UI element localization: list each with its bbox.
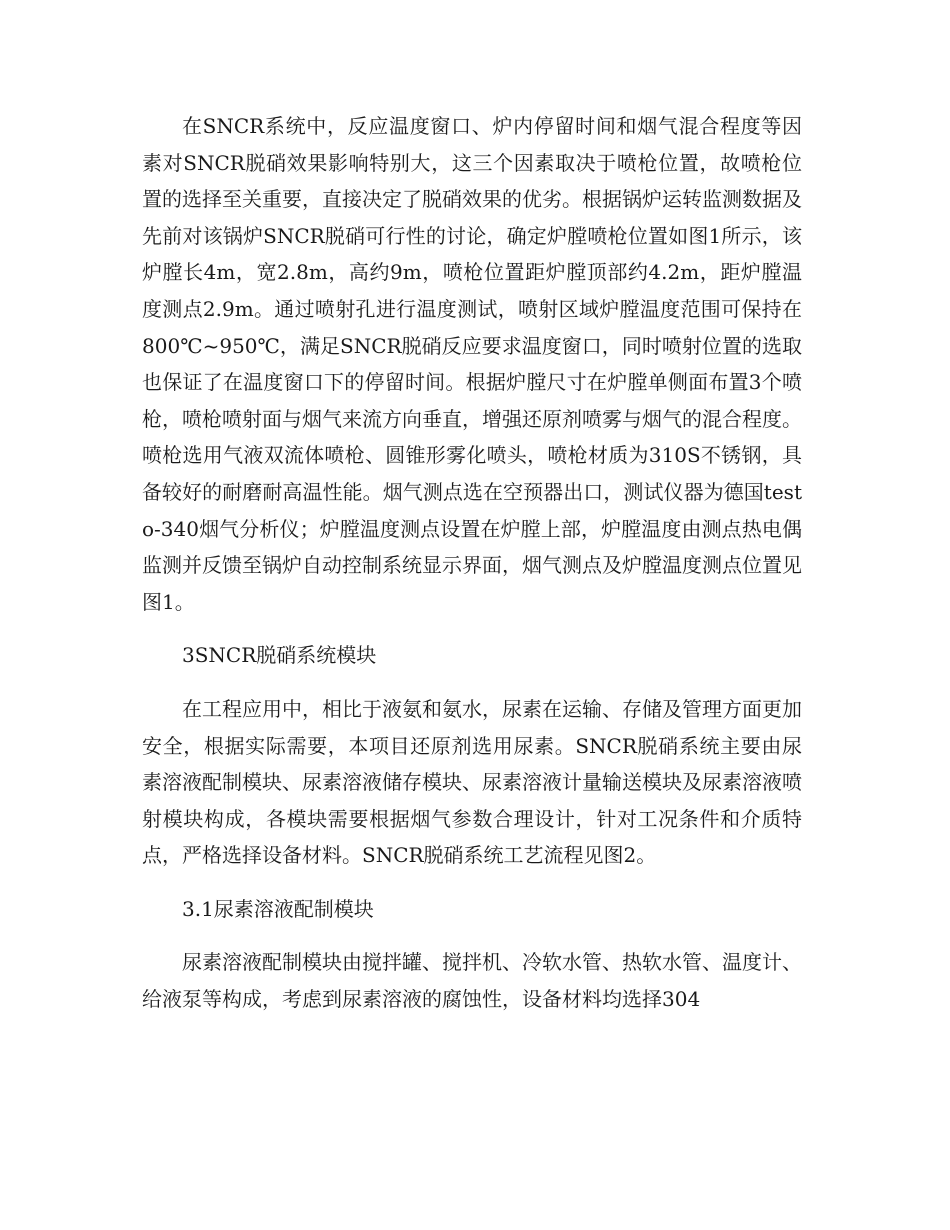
paragraph-urea-preparation: 尿素溶液配制模块由搅拌罐、搅拌机、冷软水管、热软水管、温度计、给液泵等构成，考虑到尿素溶液的腐蚀性，设备材料均选择304 (142, 950, 802, 1012)
document-body (142, 108, 802, 1035)
paragraph-injector-position: 在SNCR系统中，反应温度窗口、炉内停留时间和烟气混合程度等因素对SNCR脱硝效果影响特别大，这三个因素取决于喷枪位置，故喷枪位置的选择至关重要，直接决定了脱硝效果的优劣。根据锅炉运转监测数据及先前对该锅炉SNCR脱硝可行性的讨论，确定炉膛喷枪位置如图1所示，该炉膛长4m，宽2.8m，高约9m，喷枪位置距炉膛顶部约4.2m，距炉膛温度测点2.9m。通过喷射孔进行温度测试，喷射区域炉膛温度范围可保持在800℃~950℃，满足SNCR脱硝反应要求温度窗口，同时喷射位置的选取也保证了在温度窗口下的停留时间。根据炉膛尺寸在炉膛单侧面布置3个喷枪，喷枪喷射面与烟气来流方向垂直，增强还原剂喷雾与烟气的混合程度。喷枪选用气液双流体喷枪、圆锥形雾化喷头，喷枪材质为310S不锈钢，具备较好的耐磨耐高温性能。烟气测点选在空预器出口，测试仪器为德国testo-340烟气分析仪；炉膛温度测点设置在炉膛上部，炉膛温度由测点热电偶监测并反馈至锅炉自动控制系统显示界面，烟气测点及炉膛温度测点位置见图1。 (142, 114, 802, 614)
paragraph-sncr-system-overview: 在工程应用中，相比于液氨和氨水，尿素在运输、存储及管理方面更加安全，根据实际需要，本项目还原剂选用尿素。SNCR脱硝系统主要由尿素溶液配制模块、尿素溶液储存模块、尿素溶液计量输送模块及尿素溶液喷射模块构成，各模块需要根据烟气参数合理设计，针对工况条件和介质特点，严格选择设备材料。SNCR脱硝系统工艺流程见图2。 (142, 696, 802, 868)
subsection-heading-urea-preparation: 3.1尿素溶液配制模块 (182, 896, 374, 921)
section-heading-sncr-modules: 3SNCR脱硝系统模块 (182, 643, 377, 668)
